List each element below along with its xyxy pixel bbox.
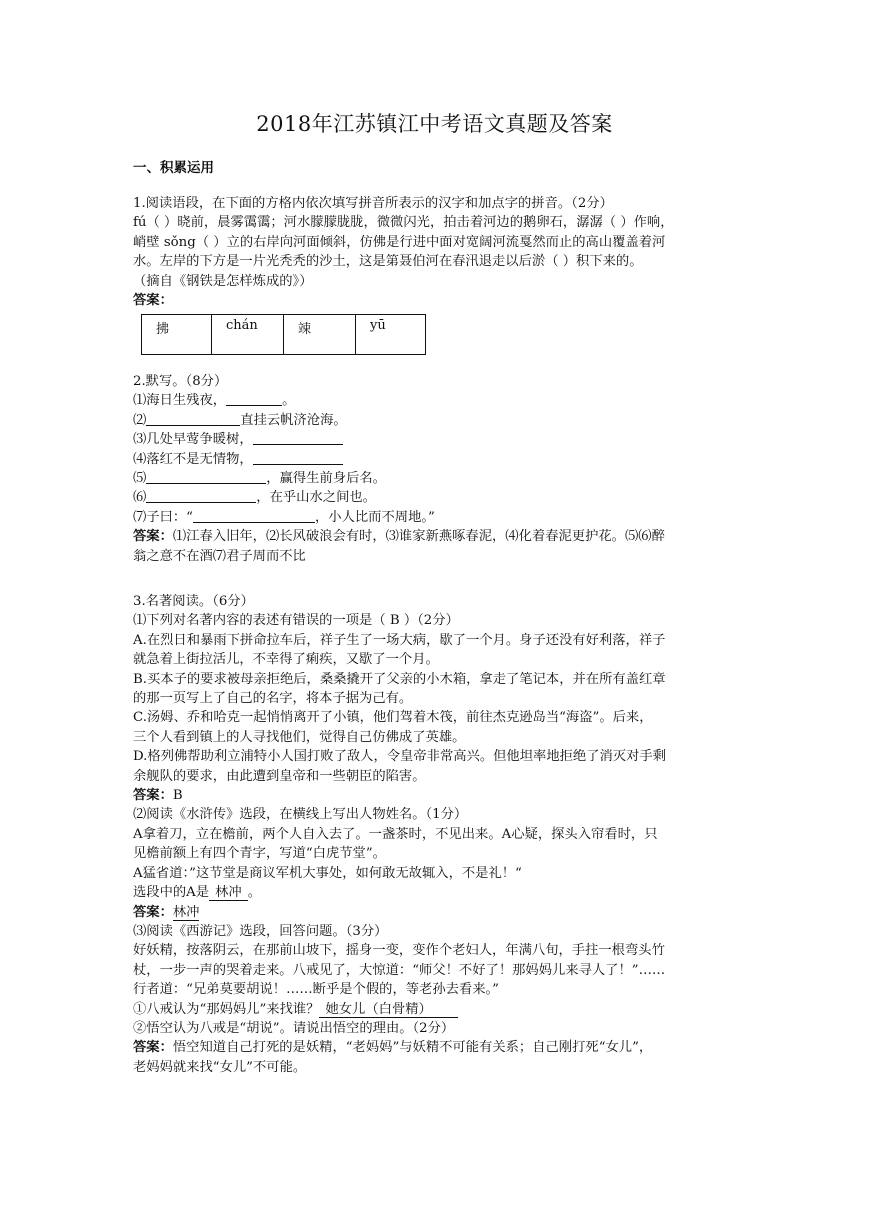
q2-item-3 [133, 430, 743, 449]
blank-line [193, 508, 315, 523]
q2-item-text: 。 [282, 393, 296, 409]
blank-line [146, 469, 266, 484]
answer-text: ⑴江春入旧年，⑵长风破浪会有时，⑶谁家新燕啄春泥，⑷化着春泥更护花。⑸⑹醉 [172, 529, 665, 545]
q2-item-6 [133, 488, 743, 507]
passage-line: 好妖精，按落阴云，在那前山坡下，摇身一变，变作个老妇人，年满八旬，手拄一根弯头竹 [133, 943, 665, 959]
q3-fill [133, 883, 743, 902]
q1-line-1: fú（ ）晓前，晨雾霭霭；河水朦朦胧胧，微微闪光，拍击着河边的鹅卵石，潺潺（ ）作响， [133, 215, 674, 231]
q3-sub-3: ⑶阅读《西游记》选段，回答问题。（3分） [133, 923, 388, 939]
q3-question-2: ②悟空认为八戒是“胡说”。请说出悟空的理由。（2分） [133, 1020, 455, 1036]
option-c-cont: 三个人看到镇上的人寻找他们，觉得自己仿佛成了英雄。 [133, 729, 466, 745]
q2-item-text: ⑸ [133, 471, 147, 487]
question-1 [133, 194, 743, 310]
question-3 [133, 592, 743, 1077]
q3-answer-3-cont: 老妈妈就来找“女儿”不可能。 [133, 1059, 307, 1075]
q3-sub-1: ⑴下列对名著内容的表述有错误的一项是（ B ）（2分） [133, 613, 459, 629]
option-a-cont: 就急着上街拉活儿，不幸得了痢疾，又歇了一个月。 [133, 652, 439, 668]
page-title: 2018年江苏镇江中考语文真题及答案 [256, 112, 613, 136]
q2-item-text: ⑴海日生残夜， [133, 393, 227, 409]
q1-source: （摘自《钢铁是怎样炼成的》） [133, 273, 313, 289]
blank-line [146, 488, 256, 503]
passage-line: A猛省道：”这节堂是商议军机大事处，如何敢无故辄入，不是礼！“ [133, 865, 522, 881]
answer-label: 答案： [133, 529, 173, 545]
q2-item-text: ⑹ [133, 490, 147, 506]
q2-answer-cont: 翁之意不在酒⑺君子周而不比 [133, 548, 306, 564]
blank-line [253, 430, 343, 445]
q3-question-1 [133, 1000, 743, 1019]
q2-item-text: ⑵ [133, 412, 147, 428]
answer-cell: yū [356, 315, 426, 355]
question-text: ①八戒认为“那妈妈儿”来找谁？ [133, 1001, 320, 1017]
q2-item-7 [133, 508, 743, 527]
q3-answer-2 [133, 903, 743, 922]
option-b: B.买本子的要求被母亲拒绝后，桑桑撬开了父亲的小木箱，拿走了笔记本，并在所有盖红章 [133, 671, 666, 687]
q3-answer-3 [133, 1038, 743, 1057]
fill-text: 选段中的A是 [133, 885, 210, 901]
q1-stem: 1.阅读语段，在下面的方格内依次填写拼音所表示的汉字和加点字的拼音。（2分） [133, 196, 613, 211]
option-b-cont: 的那一页写上了自己的名字，将本子据为己有。 [133, 691, 413, 707]
question-2 [133, 372, 743, 566]
blank-line [146, 411, 240, 426]
q2-item-4 [133, 450, 743, 469]
answer-label: 答案： [133, 788, 173, 804]
passage-line: A拿着刀，立在檐前，两个人自入去了。一盏茶时，不见出来。A心疑，探头入帘看时，只 [133, 826, 658, 842]
answer-cell: 竦 [284, 315, 356, 355]
q2-item-text: ⑷落红不是无情物， [133, 451, 253, 467]
q2-answer [133, 527, 743, 546]
fill-answer: 她女儿（白骨精） [319, 1002, 457, 1018]
q3-stem: 3.名著阅读。（6分） [133, 594, 254, 609]
fill-text: 。 [247, 885, 261, 901]
answer-text: 林冲 [172, 904, 200, 920]
q2-item-text: 直挂云帆济沧海。 [240, 412, 347, 428]
q3-answer-1 [133, 786, 743, 805]
passage-line: 杖，一步一声的哭着走来。八戒见了，大惊道：“师父！不好了！那妈妈儿来寻人了！”…… [133, 962, 666, 978]
option-d: D.格列佛帮助利立浦特小人国打败了敌人，令皇帝非常高兴。但他坦率地拒绝了消灭对手剩 [133, 749, 666, 765]
answer-cell: 拂 [142, 315, 212, 355]
blank-line [226, 391, 282, 406]
q1-answer-table [141, 314, 426, 355]
q3-sub-2: ⑵阅读《水浒传》选段，在横线上写出人物姓名。（1分） [133, 807, 468, 823]
answer-text: 悟空知道自己打死的是妖精，“老妈妈”与妖精不可能有关系；自己刚打死“女儿”， [172, 1040, 653, 1056]
q2-item-text: ⑶几处早莺争暖树， [133, 432, 253, 448]
q1-answer-label: 答案： [133, 293, 173, 309]
q1-line-2: 峭壁 sǒng（ ）立的右岸向河面倾斜，仿佛是行进中面对宽阔河流戛然而止的高山覆盖着河 [133, 234, 666, 250]
passage-line: 行者道：“兄弟莫要胡说！……断乎是个假的，等老孙去看来。” [133, 982, 499, 998]
passage-line: 见檐前额上有四个青字，写道“白虎节堂”。 [133, 846, 386, 862]
q2-item-text: ，小人比而不周地。” [315, 509, 435, 525]
q2-item-text: ，赢得生前身后名。 [266, 471, 386, 487]
answer-label: 答案： [133, 1040, 173, 1056]
q1-line-3: 水。左岸的下方是一片光秃秃的沙土，这是第聂伯河在春汛退走以后淤（ ）积下来的。 [133, 254, 643, 270]
q2-item-text: ⑺子曰：“ [133, 509, 193, 525]
option-a: A.在烈日和暴雨下拼命拉车后，祥子生了一场大病，歇了一个月。身子还没有好利落，祥子 [133, 632, 666, 648]
q2-item-1 [133, 391, 743, 410]
q2-item-text: ，在乎山水之间也。 [256, 490, 376, 506]
answer-label: 答案： [133, 904, 173, 920]
answer-text: B [172, 788, 183, 804]
q2-stem: 2.默写。（8分） [133, 374, 228, 389]
q2-item-5 [133, 469, 743, 488]
section-heading: 一、积累运用 [133, 160, 214, 176]
option-d-cont: 余舰队的要求，由此遭到皇帝和一些朝臣的陷害。 [133, 768, 426, 784]
fill-answer: 林冲 [209, 885, 248, 901]
q2-item-2 [133, 411, 743, 430]
blank-line [253, 450, 343, 465]
option-c: C.汤姆、乔和哈克一起悄悄离开了小镇，他们驾着木筏，前往杰克逊岛当“海盗”。后来， [133, 710, 653, 726]
answer-cell: chán [212, 315, 284, 355]
